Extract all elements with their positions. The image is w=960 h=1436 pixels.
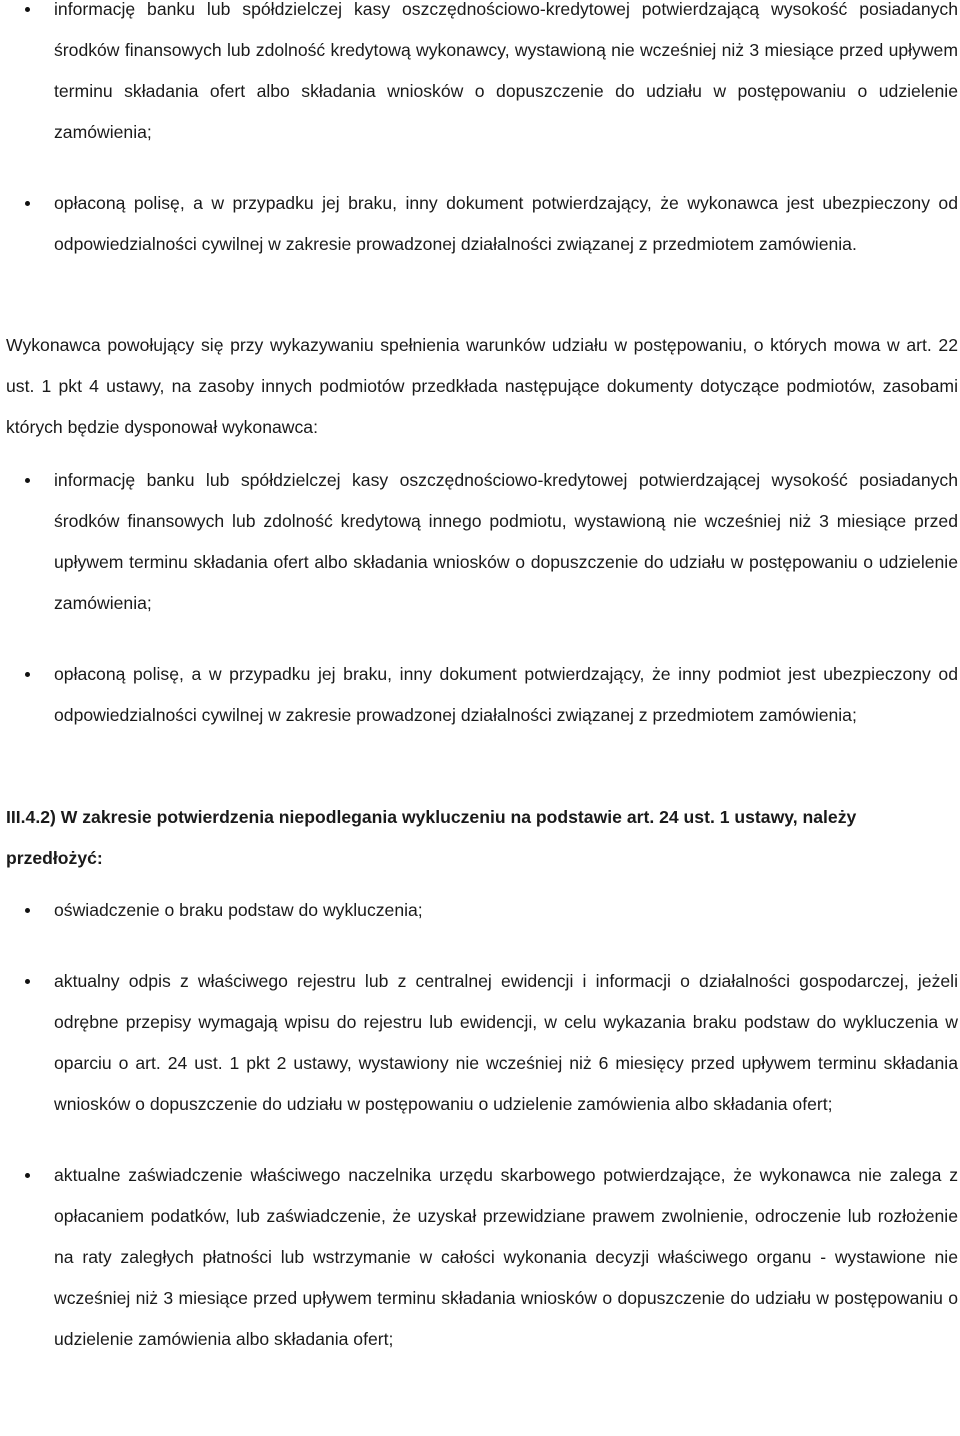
list-item-text: opłaconą polisę, a w przypadku jej braku, inny dokument potwierdzający, że inny podmiot jest ubezpieczony od odpowiedzialności cywilnej w zakresie prowadzonej działalności związanej z przedmiotem zamówienia; (54, 664, 958, 725)
list-item-text: informację banku lub spółdzielczej kasy oszczędnościowo-kredytowej potwierdzającą wysokość posiadanych środków finansowych lub zdolność kredytową wykonawcy, wystawioną nie wcześniej niż 3 miesiące przed upływem terminu składania ofert albo składania wniosków o dopuszczenie do udziału w postępowaniu o udzielenie zamówienia; (54, 0, 958, 142)
bullet-icon (25, 201, 30, 206)
bullet-icon (25, 979, 30, 984)
list-item (0, 961, 960, 1125)
section-heading: III.4.2) W zakresie potwierdzenia niepodlegania wykluczeniu na podstawie art. 24 ust. 1 ustawy, należy przedłożyć: (6, 807, 857, 868)
list-item-text: aktualny odpis z właściwego rejestru lub z centralnej ewidencji i informacji o działalności gospodarczej, jeżeli odrębne przepisy wymagają wpisu do rejestru lub ewidencji, w celu wykazania braku podstaw do wykluczenia w oparciu o art. 24 ust. 1 pkt 2 ustawy, wystawiony nie wcześniej niż 6 miesięcy przed upływem terminu składania wniosków o dopuszczenie do udziału w postępowaniu o udzielenie zamówienia albo składania ofert; (54, 971, 958, 1114)
bullet-list-other-entity (0, 460, 960, 736)
resources-paragraph: Wykonawca powołujący się przy wykazywaniu spełnienia warunków udziału w postępowaniu, o których mowa w art. 22 ust. 1 pkt 4 ustawy, na zasoby innych podmiotów przedkłada następujące dokumenty dotyczące podmiotów, zasobami których będzie dysponował wykonawca: (6, 335, 958, 437)
bullet-icon (25, 478, 30, 483)
list-item (0, 183, 960, 265)
bullet-icon (25, 908, 30, 913)
list-item-text: opłaconą polisę, a w przypadku jej braku, inny dokument potwierdzający, że wykonawca jest ubezpieczony od odpowiedzialności cywilnej w zakresie prowadzonej działalności związanej z przedmiotem zamówienia. (54, 193, 958, 254)
bullet-list-financial (0, 0, 960, 265)
list-item (0, 1155, 960, 1360)
bullet-icon (25, 7, 30, 12)
list-item-text: oświadczenie o braku podstaw do wykluczenia; (54, 900, 423, 920)
bullet-icon (25, 672, 30, 677)
list-item (0, 0, 960, 153)
list-item (0, 890, 960, 931)
list-item (0, 460, 960, 624)
list-item-text: informację banku lub spółdzielczej kasy oszczędnościowo-kredytowej potwierdzającej wysokość posiadanych środków finansowych lub zdolność kredytową innego podmiotu, wystawioną nie wcześniej niż 3 miesiące przed upływem terminu składania ofert albo składania wniosków o dopuszczenie do udziału w postępowaniu o udzielenie zamówienia; (54, 470, 958, 613)
bullet-icon (25, 1173, 30, 1178)
list-item-text: aktualne zaświadczenie właściwego naczelnika urzędu skarbowego potwierdzające, że wykonawca nie zalega z opłacaniem podatków, lub zaświadczenie, że uzyskał przewidziane prawem zwolnienie, odroczenie lub rozłożenie na raty zaległych płatności lub wstrzymanie w całości wykonania decyzji właściwego organu - wystawione nie wcześniej niż 3 miesiące przed upływem terminu składania wniosków o dopuszczenie do udziału w postępowaniu o udzielenie zamówienia albo składania ofert; (54, 1165, 958, 1349)
bullet-list-exclusion (0, 890, 960, 1360)
list-item (0, 654, 960, 736)
